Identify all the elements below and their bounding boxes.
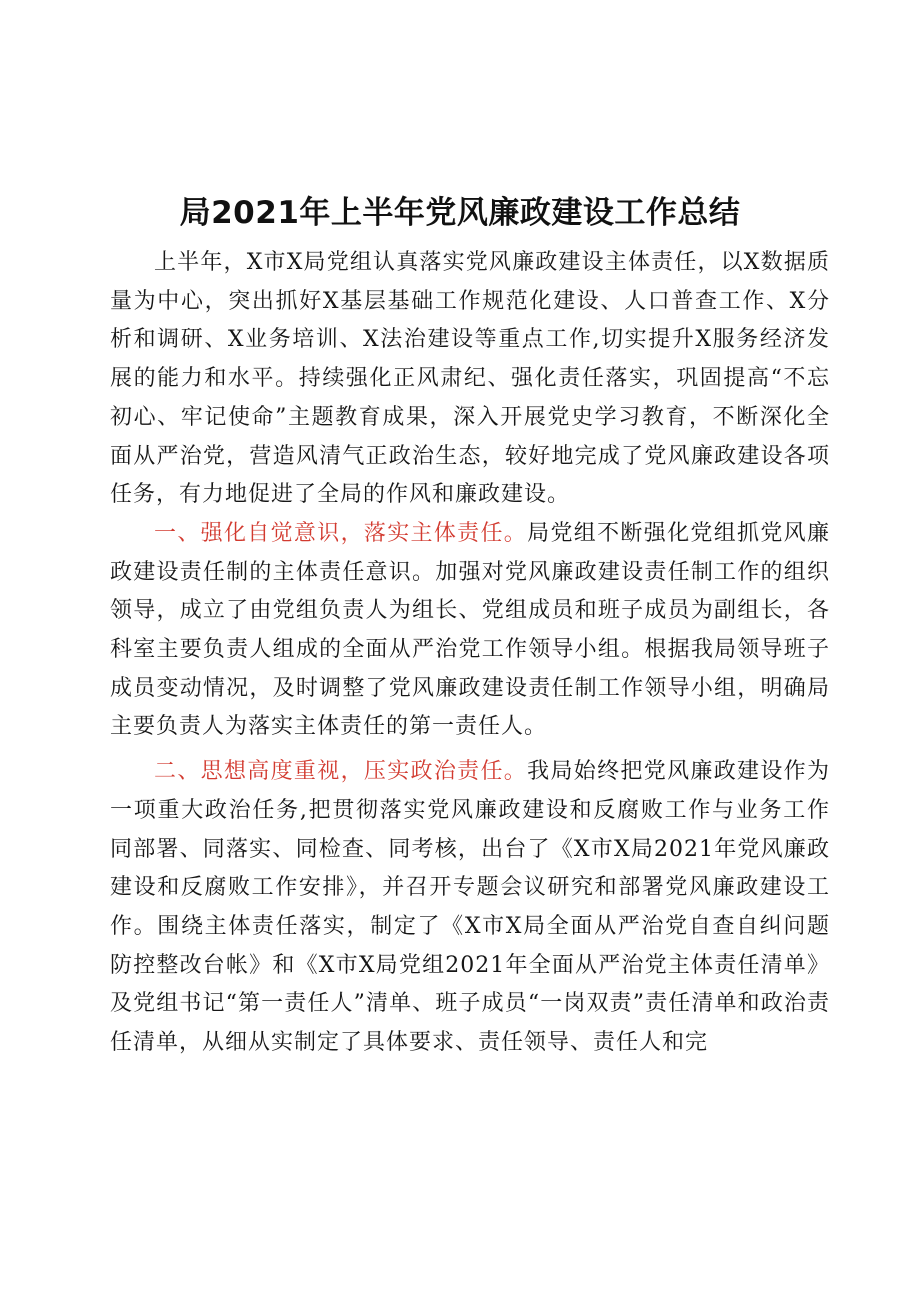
paragraph-section-2 (110, 753, 830, 1063)
section-heading: 一、强化自觉意识，落实主体责任。 (154, 520, 528, 546)
paragraph-section-1 (110, 515, 830, 747)
section-heading: 二、思想高度重视，压实政治责任。 (154, 759, 528, 785)
paragraph-intro (110, 244, 830, 515)
paragraph-text: 局党组不断强化党组抓党风廉政建设责任制的主体责任意识。加强对党风廉政建设责任制工作的组织领导，成立了由党组负责人为组长、党组成员和班子成员为副组长，各科室主要负责人组成的全面从严治党工作领导小组。根据我局领导班子成员变动情况，及时调整了党风廉政建设责任制工作领导小组，明确局主要负责人为落实主体责任的第一责任人。 (110, 520, 830, 740)
document-body (110, 244, 830, 1063)
paragraph-text: 我局始终把党风廉政建设作为一项重大政治任务,把贯彻落实党风廉政建设和反腐败工作与业务工作同部署、同落实、同检查、同考核，出台了《X市X局2021年党风廉政建设和反腐败工作安排》，并召开专题会议研究和部署党风廉政建设工作。围绕主体责任落实，制定了《X市X局全面从严治党自查自纠问题防控整改台帐》和《X市X局党组2021年全面从严治党主体责任清单》及党组书记“第一责任人”清单、班子成员“一岗双责”责任清单和政治责任清单，从细从实制定了具体要求、责任领导、责任人和完 (110, 759, 830, 1056)
paragraph-text: 上半年，X市X局党组认真落实党风廉政建设主体责任，以X数据质量为中心，突出抓好X基层基础工作规范化建设、人口普查工作、X分析和调研、X业务培训、X法治建设等重点工作,切实提升X服务经济发展的能力和水平。持续强化正风肃纪、强化责任落实，巩固提高“不忘初心、牢记使命”主题教育成果，深入开展党史学习教育，不断深化全面从严治党，营造风清气正政治生态，较好地完成了党风廉政建设各项任务，有力地促进了全局的作风和廉政建设。 (110, 250, 830, 508)
document-title: 局2021年上半年党风廉政建设工作总结 (179, 194, 741, 231)
